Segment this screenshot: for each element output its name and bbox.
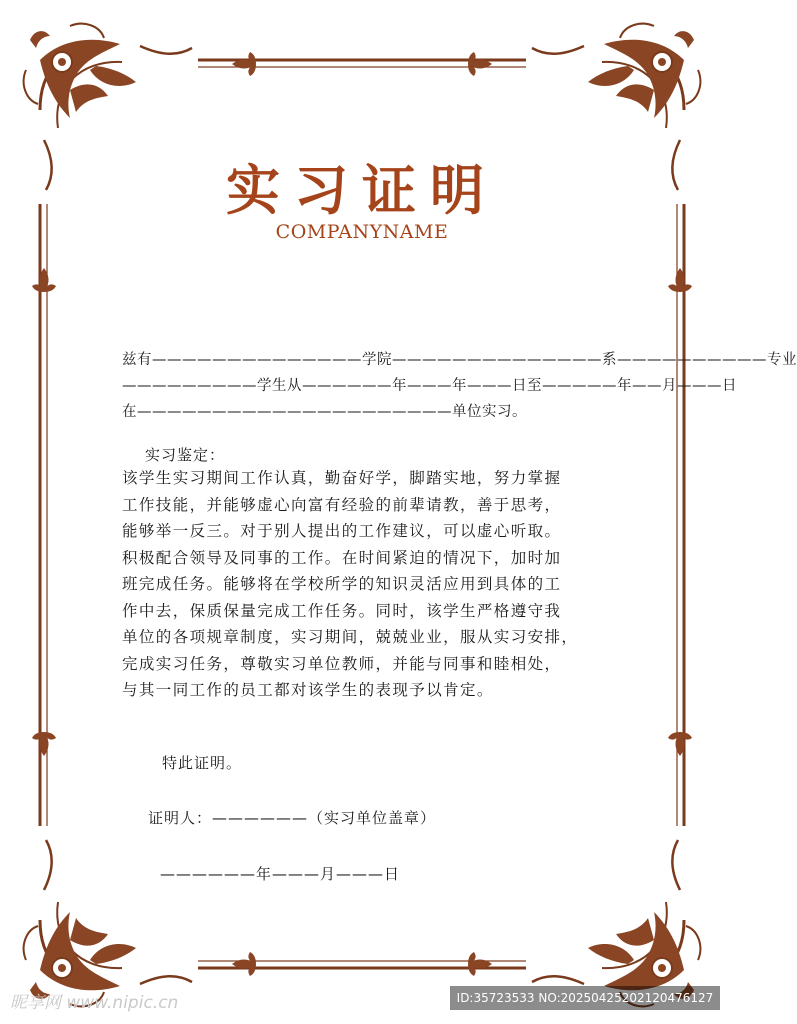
fleur-icon	[32, 268, 56, 292]
appraisal-line: 工作技能，并能够虚心向富有经验的前辈请教，善于思考，	[122, 495, 562, 514]
appraisal-line: 与其一同工作的员工都对该学生的表现予以肯定。	[122, 681, 494, 699]
company-name: COMPANYNAME	[275, 221, 449, 243]
date-line: ——————年———月———日	[160, 865, 401, 883]
appraisal-line: 能够举一反三。对于别人提出的工作建议，可以虚心听取。	[122, 522, 562, 540]
certifier-line: 证明人：——————（实习单位盖章）	[148, 809, 437, 827]
fill-line-3: 在—————————————————————单位实习。	[122, 404, 527, 420]
appraisal-label: 实习鉴定：	[145, 446, 226, 464]
site-watermark: 昵享网 www.nipic.cn	[10, 993, 179, 1013]
fleur-icon	[232, 952, 256, 976]
fill-line-2: —————————学生从——————年———年———日至—————年——月———日	[122, 378, 737, 394]
appraisal-line: 班完成任务。能够将在学校所学的知识灵活应用到具体的工	[122, 575, 562, 593]
special-note: 特此证明。	[162, 754, 243, 772]
appraisal-paragraph	[122, 465, 642, 704]
fleur-icon	[668, 268, 692, 292]
appraisal-line: 该学生实习期间工作认真，勤奋好学，脚踏实地，努力掌握	[122, 469, 562, 487]
certificate-title: 实习证明	[226, 159, 498, 222]
appraisal-line: 作中去，保质保量完成工作任务。同时，该学生严格遵守我	[122, 601, 562, 620]
appraisal-line: 单位的各项规章制度，实习期间，兢兢业业，服从实习安排，	[122, 628, 579, 646]
appraisal-line: 积极配合领导及同事的工作。在时间紧迫的情况下，加时加	[122, 548, 562, 567]
fleur-icon	[232, 52, 256, 76]
fleur-icon	[468, 52, 492, 76]
fleur-icon	[668, 732, 692, 756]
fleur-icon	[32, 732, 56, 756]
appraisal-line: 完成实习任务，尊敬实习单位教师，并能与同事和睦相处，	[122, 654, 562, 673]
fleur-icon	[468, 952, 492, 976]
id-watermark: ID:35723533 NO:20250425202120476127	[450, 986, 720, 1010]
fill-line-1: 兹有——————————————学院——————————————系——————————专业	[122, 352, 797, 368]
